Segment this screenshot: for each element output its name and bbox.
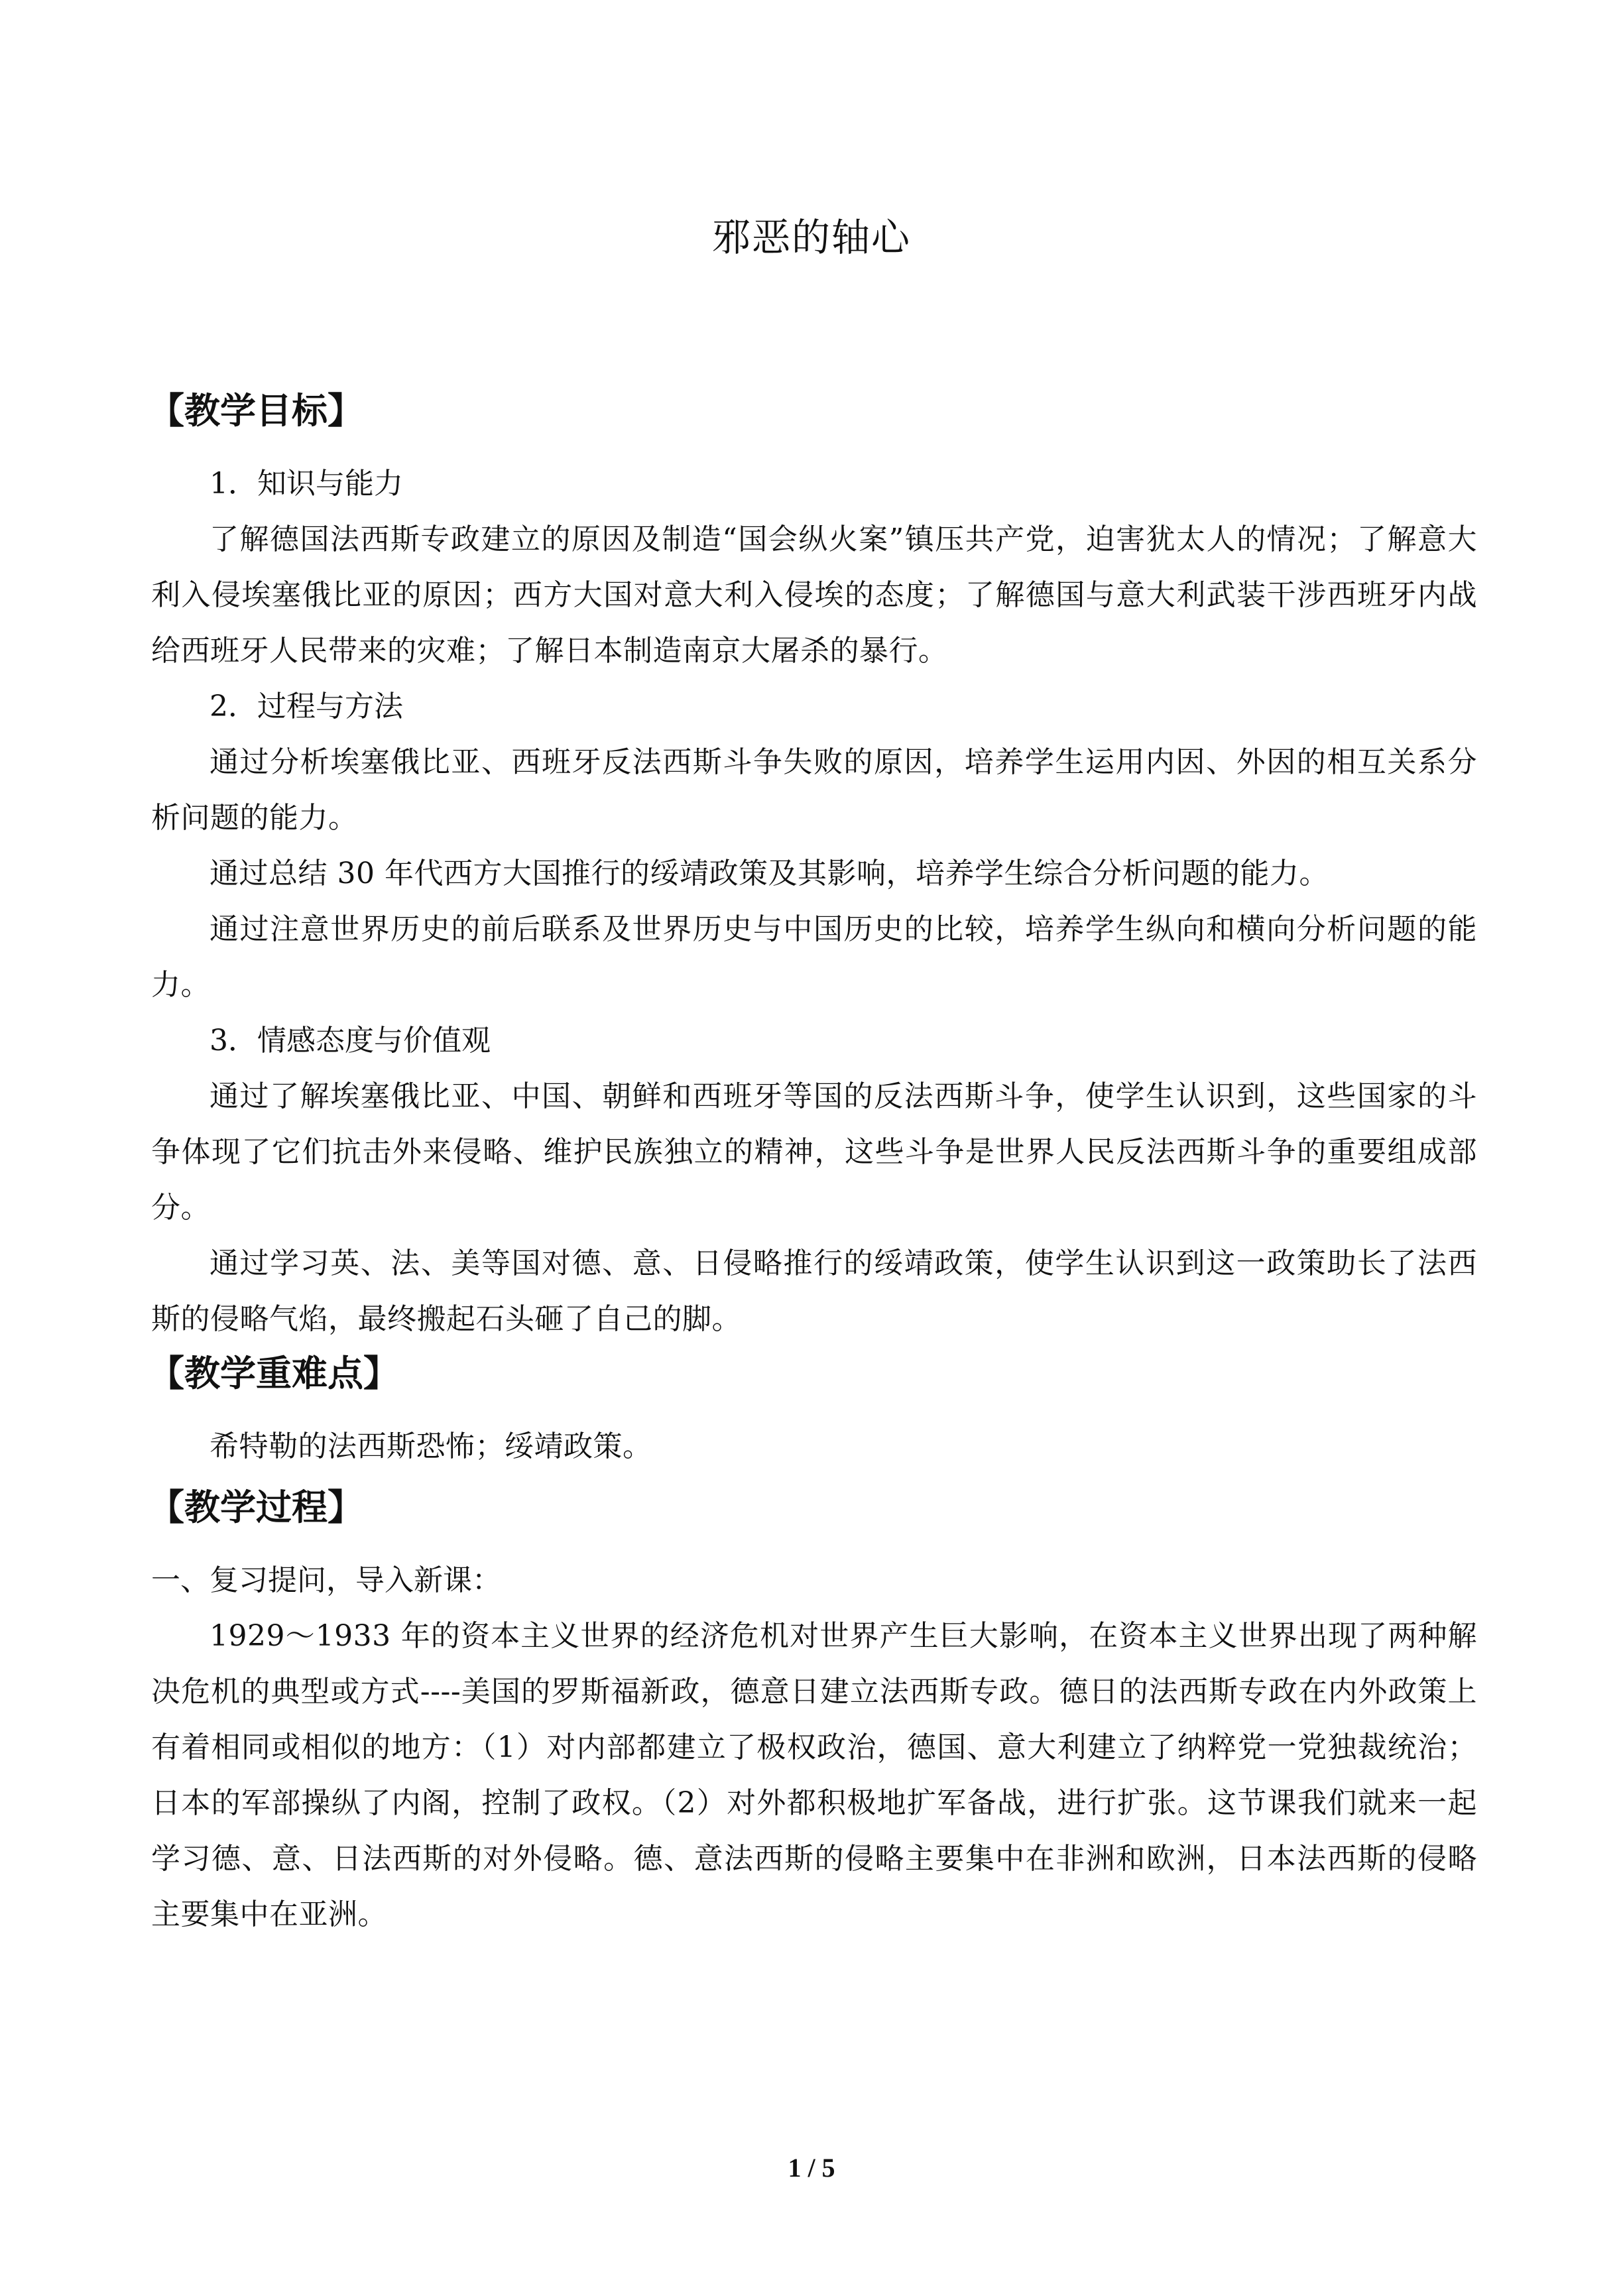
subheading-knowledge: 1．知识与能力	[210, 467, 403, 501]
section-objectives	[151, 385, 1477, 1347]
section-heading-objectives: 【教学目标】	[149, 390, 363, 432]
document-body	[151, 385, 1477, 1943]
page-number: 1 / 5	[788, 2153, 835, 2183]
paragraph: 通过分析埃塞俄比亚、西班牙反法西斯斗争失败的原因，培养学生运用内因、外因的相互关系分析问题的能力。	[151, 745, 1477, 835]
section-keypoints	[151, 1347, 1477, 1475]
paragraph: 通过学习英、法、美等国对德、意、日侵略推行的绥靖政策，使学生认识到这一政策助长了法西斯的侵略气焰，最终搬起石头砸了自己的脚。	[151, 1246, 1477, 1336]
section-heading-keypoints: 【教学重难点】	[149, 1353, 399, 1394]
subheading-review: 一、复习提问，导入新课：	[151, 1563, 501, 1597]
section-heading-process: 【教学过程】	[149, 1486, 363, 1528]
paragraph: 希特勒的法西斯恐怖；绥靖政策。	[210, 1429, 652, 1463]
paragraph: 1929～1933 年的资本主义世界的经济危机对世界产生巨大影响，在资本主义世界出现了两种解决危机的典型或方式----美国的罗斯福新政，德意日建立法西斯专政。德日的法西斯专政在内外政策上有着相同或相似的地方：（1）对内部都建立了极权政治，德国、意大利建立了纳粹党一党独裁统治；日本的军部操纵了内阁，控制了政权。（2）对外都积极地扩军备战，进行扩张。这节课我们就来一起学习德、意、日法西斯的对外侵略。德、意法西斯的侵略主要集中在非洲和欧洲，日本法西斯的侵略主要集中在亚洲。	[151, 1619, 1477, 1931]
subheading-process: 2．过程与方法	[210, 690, 403, 723]
paragraph: 通过了解埃塞俄比亚、中国、朝鲜和西班牙等国的反法西斯斗争，使学生认识到，这些国家的斗争体现了它们抗击外来侵略、维护民族独立的精神，这些斗争是世界人民反法西斯斗争的重要组成部分。	[151, 1079, 1477, 1225]
paragraph: 了解德国法西斯专政建立的原因及制造“国会纵火案”镇压共产党，迫害犹太人的情况；了解意大利入侵埃塞俄比亚的原因；西方大国对意大利入侵埃的态度；了解德国与意大利武装干涉西班牙内战给西班牙人民带来的灾难；了解日本制造南京大屠杀的暴行。	[151, 522, 1477, 668]
document-title: 邪恶的轴心	[711, 215, 911, 260]
paragraph: 通过总结 30 年代西方大国推行的绥靖政策及其影响，培养学生综合分析问题的能力。	[210, 857, 1329, 890]
section-process	[151, 1481, 1477, 1943]
subheading-values: 3．情感态度与价值观	[210, 1024, 491, 1057]
paragraph: 通过注意世界历史的前后联系及世界历史与中国历史的比较，培养学生纵向和横向分析问题的能力。	[151, 912, 1477, 1002]
